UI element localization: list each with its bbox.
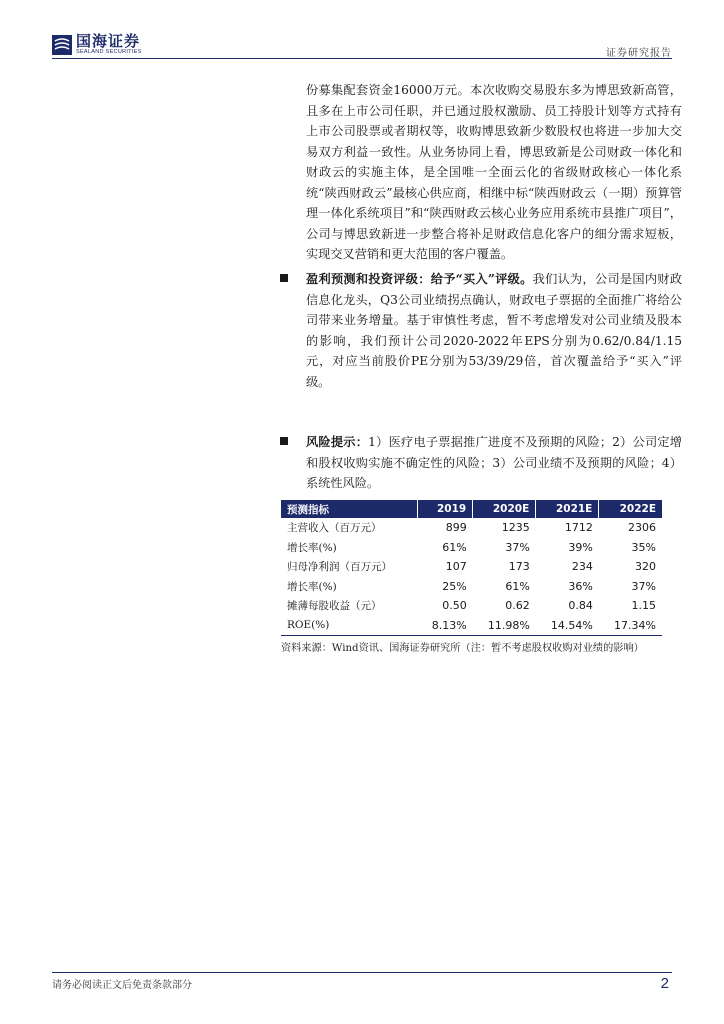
sealand-logo-icon <box>52 35 72 55</box>
table-row <box>281 557 662 577</box>
table-cell: 1235 <box>501 521 530 535</box>
table-row <box>281 616 662 636</box>
table-header-cell: 预测指标 <box>281 500 418 518</box>
table-cell: 14.54% <box>536 616 599 636</box>
intro-paragraph: 份募集配套资金16000万元。本次收购交易股东多为博思致新高管，且多在上市公司任职，并已通过股权激励、员工持股计划等方式持有上市公司股票或者期权等，收购博思致新少数股权也将进一步加大交易双方利益一致性。从业务协同上看，博思致新是公司财政一体化和财政云的实施主体，是全国唯一全面云化的省级财政核心一体化系统“陕西财政云”最核心供应商，相继中标“陕西财政云（一期）预算管理一体化系统项目”和“陕西财政云核心业务应用系统市县推广项目”，公司与博思致新进一步整合将补足财政信息化客户的细分需求短板，实现交叉营销和更大范围的客户覆盖。 <box>306 83 682 261</box>
square-bullet-icon <box>280 437 288 445</box>
table-cell: 0.50 <box>442 599 467 613</box>
table-source-note: 资料来源：Wind资讯、国海证券研究所（注：暂不考虑股权收购对业绩的影响） <box>281 643 644 654</box>
footer-divider <box>52 972 672 973</box>
row-label: 增长率(%) <box>287 580 337 593</box>
table-cell: 2306 <box>628 521 656 535</box>
page-number: 2 <box>660 975 669 992</box>
table-header-cell: 2019 <box>418 500 473 518</box>
table-row <box>281 518 662 538</box>
table-cell: 11.98% <box>473 616 536 636</box>
table-row <box>281 538 662 558</box>
table-header-row <box>281 500 662 518</box>
row-label: ROE(%) <box>281 616 418 636</box>
table-row <box>281 596 662 616</box>
risk-title: 风险提示： <box>306 435 369 449</box>
table-cell: 39% <box>568 540 593 554</box>
table-cell: 37% <box>631 579 656 593</box>
company-logo <box>52 34 142 56</box>
table-cell: 8.13% <box>418 616 473 636</box>
risk-body: 1）医疗电子票据推广进度不及预期的风险；2）公司定增和股权收购实施不确定性的风险；3）公司业绩不及预期的风险；4）系统性风险。 <box>306 435 682 490</box>
forecast-bullet <box>280 269 682 392</box>
table-row <box>281 577 662 597</box>
table-cell: 0.84 <box>568 599 593 613</box>
logo-cn: 国海证券 <box>76 32 141 50</box>
table-header-cell: 2022E <box>599 500 662 518</box>
footer-disclaimer: 请务必阅读正文后免责条款部分 <box>52 980 192 991</box>
table-cell: 320 <box>635 560 656 574</box>
table-header-cell: 2021E <box>536 500 599 518</box>
table-cell: 899 <box>445 521 467 535</box>
row-label: 归母净利润（百万元） <box>287 561 392 574</box>
row-label: 增长率(%) <box>287 541 337 554</box>
risk-bullet <box>280 432 682 494</box>
table-cell: 61% <box>505 579 530 593</box>
table-cell: 61% <box>442 540 467 554</box>
table-cell: 25% <box>442 579 467 593</box>
table-cell: 17.34% <box>599 616 662 636</box>
logo-en: SEALAND SECURITIES <box>76 49 142 55</box>
table-cell: 37% <box>505 540 530 554</box>
row-label: 主营收入（百万元） <box>287 522 382 535</box>
header-divider <box>52 58 672 59</box>
table-cell: 35% <box>631 540 656 554</box>
table-cell: 1712 <box>564 521 593 535</box>
row-label: 摊薄每股收益（元） <box>287 600 382 613</box>
page-header <box>0 0 724 62</box>
table-cell: 0.62 <box>505 599 530 613</box>
doc-type-label: 证券研究报告 <box>606 48 672 59</box>
square-bullet-icon <box>280 274 288 282</box>
table-cell: 107 <box>445 560 467 574</box>
table-header-cell: 2020E <box>473 500 536 518</box>
forecast-table <box>281 500 662 636</box>
risk-paragraph <box>306 432 682 494</box>
table-cell: 1.15 <box>631 599 656 613</box>
forecast-title: 盈利预测和投资评级：给予“买入”评级。 <box>306 272 533 286</box>
table-cell: 36% <box>568 579 593 593</box>
table-cell: 234 <box>571 560 593 574</box>
table-cell: 173 <box>508 560 530 574</box>
forecast-body: 我们认为，公司是国内财政信息化龙头，Q3公司业绩拐点确认，财政电子票据的全面推广将给公司带来业务增量。基于审慎性考虑，暂不考虑增发对公司业绩及股本的影响，我们预计公司2020-2022年EPS分别为0.62/0.84/1.15元，对应当前股价PE分别为53/39/29倍，首次覆盖给予“买入”评级。 <box>306 272 683 389</box>
forecast-paragraph <box>306 269 682 392</box>
